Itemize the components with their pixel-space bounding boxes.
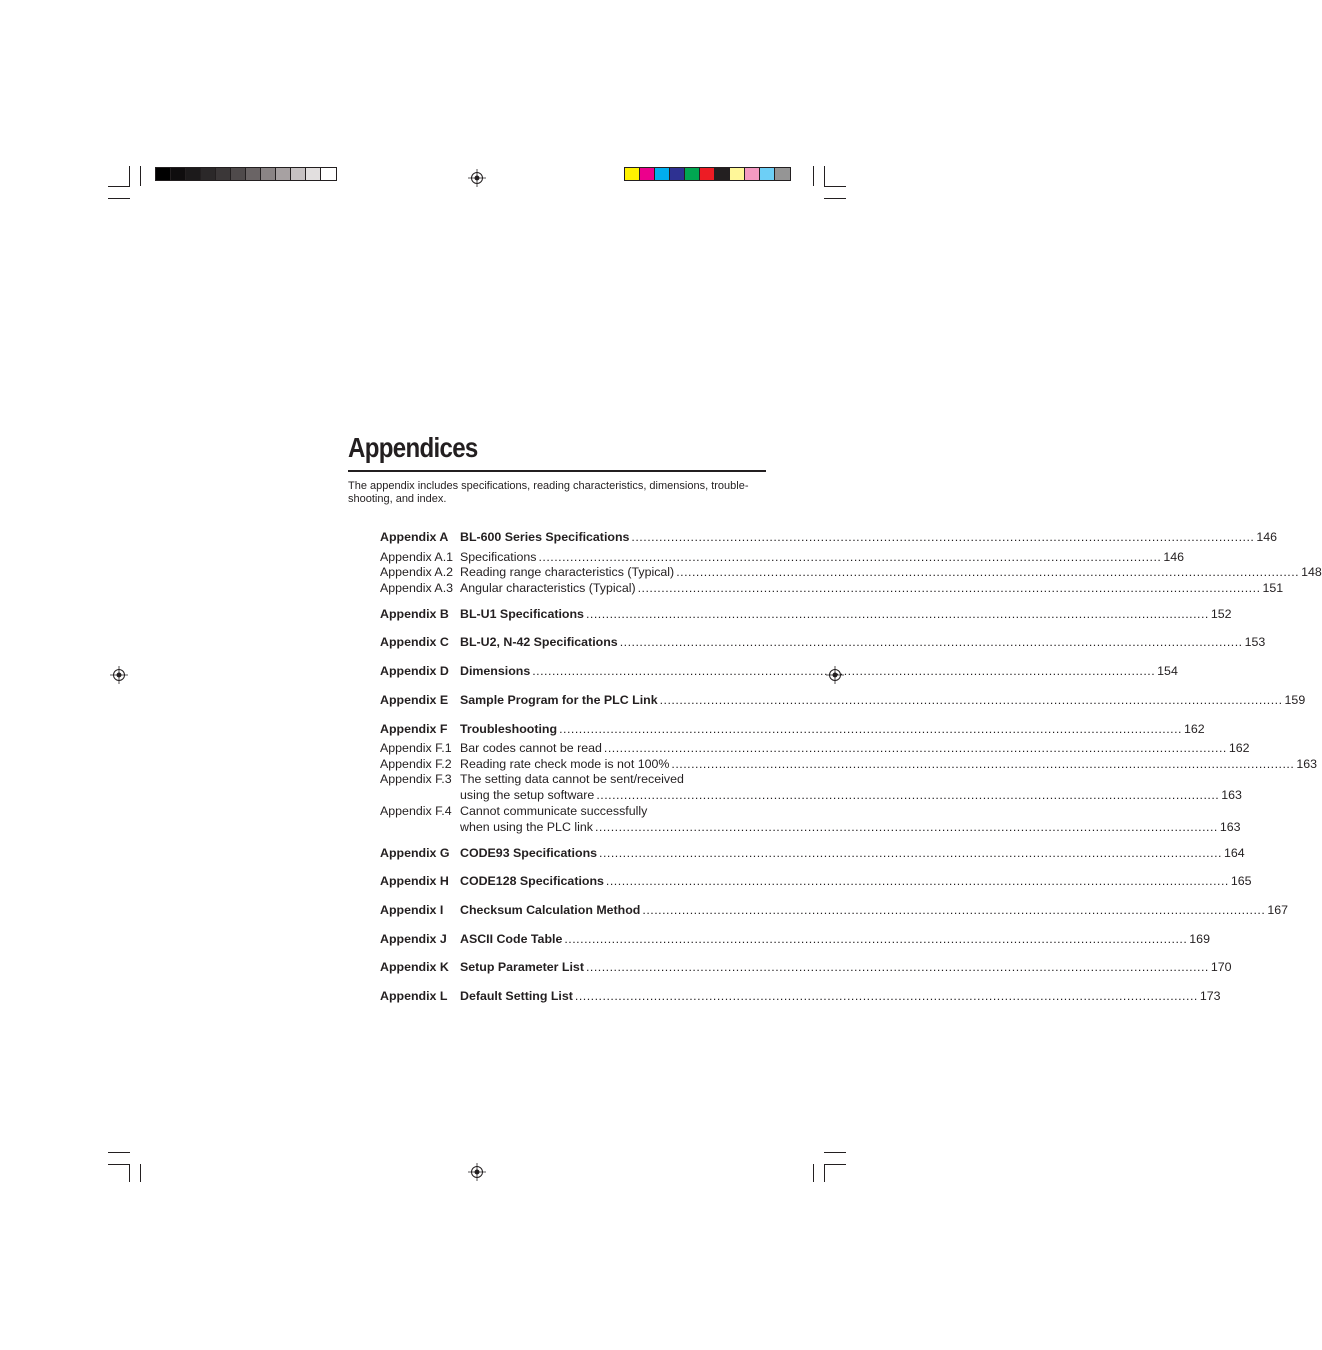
color-swatch bbox=[730, 168, 745, 180]
toc-page-number: 151 bbox=[1262, 581, 1284, 595]
toc-entry-continuation[interactable] bbox=[380, 787, 1242, 803]
toc-entry-label: Appendix A.3 bbox=[380, 581, 454, 595]
toc-page-number: 163 bbox=[1296, 757, 1317, 771]
registration-mark-icon bbox=[468, 1163, 486, 1181]
toc-entry-title: using the setup software bbox=[460, 788, 595, 802]
toc-entry[interactable] bbox=[380, 845, 1245, 861]
toc-entry[interactable] bbox=[380, 549, 1185, 565]
crop-mark bbox=[824, 1164, 825, 1182]
toc-leader-dots: .............................................................................................................................................................. bbox=[671, 757, 1295, 771]
toc-entry[interactable] bbox=[380, 663, 1178, 679]
toc-page-number: 146 bbox=[1256, 530, 1278, 544]
toc-entry-title: Cannot communicate successfully bbox=[460, 804, 648, 818]
toc-entry-label: Appendix F.2 bbox=[380, 757, 452, 771]
toc-entry-title: BL-U1 Specifications bbox=[460, 607, 584, 621]
toc-entry-label: Appendix L bbox=[380, 989, 448, 1003]
toc-entry[interactable] bbox=[380, 564, 1322, 580]
color-swatch bbox=[171, 168, 186, 180]
toc-page-number: 167 bbox=[1267, 903, 1288, 917]
toc-entry-title: Setup Parameter List bbox=[460, 960, 584, 974]
toc-entry[interactable] bbox=[380, 931, 1210, 947]
toc-leader-dots: .............................................................................................................................................................. bbox=[637, 581, 1261, 595]
toc-page-number: 170 bbox=[1210, 960, 1232, 974]
crop-mark bbox=[824, 1152, 846, 1153]
toc-entry[interactable] bbox=[380, 580, 1284, 596]
toc-entry[interactable] bbox=[380, 771, 766, 787]
crop-mark bbox=[108, 198, 130, 199]
toc-entry-title: Checksum Calculation Method bbox=[460, 903, 641, 917]
color-swatch bbox=[231, 168, 246, 180]
toc-leader-dots: .............................................................................................................................................................. bbox=[585, 607, 1209, 621]
title-rule bbox=[348, 470, 766, 472]
toc-entry[interactable] bbox=[380, 692, 1306, 708]
toc-entry-title: The setting data cannot be sent/received bbox=[460, 772, 684, 786]
toc-page-number: 153 bbox=[1244, 635, 1266, 649]
toc-page-number: 164 bbox=[1223, 846, 1245, 860]
color-swatch bbox=[291, 168, 306, 180]
toc-entry-label: Appendix I bbox=[380, 903, 444, 917]
crop-mark bbox=[813, 166, 814, 186]
toc-leader-dots: .............................................................................................................................................................. bbox=[605, 874, 1229, 888]
toc-entry-label: Appendix J bbox=[380, 932, 447, 946]
toc-leader-dots: .............................................................................................................................................................. bbox=[603, 741, 1227, 755]
toc-entry-label: Appendix K bbox=[380, 960, 449, 974]
crop-mark bbox=[824, 186, 846, 187]
toc-entry-title: Default Setting List bbox=[460, 989, 573, 1003]
toc-entry-label: Appendix E bbox=[380, 693, 449, 707]
crop-mark bbox=[813, 1164, 814, 1182]
toc-page-number: 169 bbox=[1189, 932, 1210, 946]
crop-mark bbox=[129, 1164, 130, 1182]
toc-page-number: 162 bbox=[1183, 722, 1205, 736]
toc-leader-dots: .............................................................................................................................................................. bbox=[538, 550, 1162, 564]
toc-entry-label: Appendix F.4 bbox=[380, 804, 452, 818]
toc-entry[interactable] bbox=[380, 959, 1232, 975]
color-swatch bbox=[261, 168, 276, 180]
toc-leader-dots: .............................................................................................................................................................. bbox=[631, 530, 1255, 544]
toc-entry-label: Appendix B bbox=[380, 607, 449, 621]
toc-page-number: 154 bbox=[1157, 664, 1178, 678]
color-swatch bbox=[246, 168, 261, 180]
color-swatch bbox=[625, 168, 640, 180]
crop-mark bbox=[108, 186, 130, 187]
toc-entry[interactable] bbox=[380, 721, 1205, 737]
toc-page-number: 165 bbox=[1230, 874, 1252, 888]
toc-leader-dots: .............................................................................................................................................................. bbox=[642, 903, 1266, 917]
toc-entry-title: CODE128 Specifications bbox=[460, 874, 604, 888]
color-swatch bbox=[201, 168, 216, 180]
toc-entry-label: Appendix F.1 bbox=[380, 741, 452, 755]
color-swatch bbox=[670, 168, 685, 180]
toc-entry-title: Troubleshooting bbox=[460, 722, 558, 736]
color-swatch bbox=[745, 168, 760, 180]
toc-entry-label: Appendix F.3 bbox=[380, 772, 452, 786]
toc-leader-dots: .............................................................................................................................................................. bbox=[619, 635, 1243, 649]
toc-entry-title: BL-600 Series Specifications bbox=[460, 530, 630, 544]
toc-entry[interactable] bbox=[380, 756, 1317, 772]
grayscale-color-bar bbox=[155, 167, 337, 181]
toc-leader-dots: .............................................................................................................................................................. bbox=[676, 565, 1300, 579]
toc-leader-dots: .............................................................................................................................................................. bbox=[599, 846, 1222, 860]
toc-page-number: 173 bbox=[1199, 989, 1221, 1003]
toc-entry-label: Appendix A.1 bbox=[380, 550, 454, 564]
color-swatch bbox=[276, 168, 291, 180]
toc-entry[interactable] bbox=[380, 529, 1278, 545]
toc-entry[interactable] bbox=[380, 803, 766, 819]
toc-entry-label: Appendix F bbox=[380, 722, 448, 736]
color-swatch bbox=[685, 168, 700, 180]
crop-mark bbox=[108, 1164, 130, 1165]
toc-entry-title: Dimensions bbox=[460, 664, 531, 678]
color-swatch bbox=[321, 168, 336, 180]
color-swatch bbox=[700, 168, 715, 180]
process-color-bar bbox=[624, 167, 791, 181]
crop-mark bbox=[824, 166, 825, 186]
crop-mark bbox=[129, 166, 130, 186]
page-title: Appendices bbox=[348, 432, 478, 463]
toc-entry-label: Appendix D bbox=[380, 664, 449, 678]
toc-entry[interactable] bbox=[380, 902, 1288, 918]
toc-entry[interactable] bbox=[380, 740, 1250, 756]
toc-page-number: 163 bbox=[1221, 788, 1242, 802]
color-swatch bbox=[775, 168, 790, 180]
toc-entry[interactable] bbox=[380, 988, 1221, 1004]
crop-mark bbox=[140, 166, 141, 186]
crop-mark bbox=[140, 1164, 141, 1182]
toc-entry-title: Reading range characteristics (Typical) bbox=[460, 565, 675, 579]
color-swatch bbox=[655, 168, 670, 180]
toc-leader-dots: .............................................................................................................................................................. bbox=[659, 693, 1283, 707]
color-swatch bbox=[640, 168, 655, 180]
color-swatch bbox=[216, 168, 231, 180]
color-swatch bbox=[715, 168, 730, 180]
toc-entry-title: ASCII Code Table bbox=[460, 932, 563, 946]
color-swatch bbox=[186, 168, 201, 180]
toc-leader-dots: .............................................................................................................................................................. bbox=[574, 989, 1198, 1003]
toc-page-number: 162 bbox=[1228, 741, 1250, 755]
toc-entry-title: Sample Program for the PLC Link bbox=[460, 693, 658, 707]
crop-mark bbox=[108, 1152, 130, 1153]
toc-entry-title: BL-U2, N-42 Specifications bbox=[460, 635, 618, 649]
toc-page-number: 146 bbox=[1163, 550, 1185, 564]
toc-page-number: 159 bbox=[1284, 693, 1306, 707]
toc-entry-label: Appendix A.2 bbox=[380, 565, 454, 579]
toc-entry-label: Appendix A bbox=[380, 530, 449, 544]
color-swatch bbox=[306, 168, 321, 180]
toc-entry-title: Reading rate check mode is not 100% bbox=[460, 757, 670, 771]
color-swatch bbox=[760, 168, 775, 180]
registration-mark-icon bbox=[110, 666, 128, 684]
intro-text: The appendix includes specifications, reading characteristics, dimensions, trouble-shooting, and index. bbox=[348, 480, 749, 505]
toc-leader-dots: .............................................................................................................................................................. bbox=[532, 664, 1156, 678]
toc-entry-title: CODE93 Specifications bbox=[460, 846, 598, 860]
toc-entry-continuation[interactable] bbox=[380, 819, 1241, 835]
toc-page-number: 148 bbox=[1301, 565, 1322, 579]
toc-entry-title: Bar codes cannot be read bbox=[460, 741, 602, 755]
registration-mark-icon bbox=[468, 169, 486, 187]
toc-leader-dots: .............................................................................................................................................................. bbox=[594, 820, 1218, 834]
crop-mark bbox=[824, 198, 846, 199]
toc-entry-title: Angular characteristics (Typical) bbox=[460, 581, 636, 595]
toc-entry[interactable] bbox=[380, 634, 1266, 650]
toc-leader-dots: .............................................................................................................................................................. bbox=[585, 960, 1209, 974]
crop-mark bbox=[824, 1164, 846, 1165]
toc-entry-label: Appendix C bbox=[380, 635, 449, 649]
toc-leader-dots: .............................................................................................................................................................. bbox=[596, 788, 1220, 802]
color-swatch bbox=[156, 168, 171, 180]
toc-page-number: 152 bbox=[1210, 607, 1232, 621]
toc-page-number: 163 bbox=[1219, 820, 1241, 834]
toc-entry[interactable] bbox=[380, 606, 1232, 622]
toc-entry-label: Appendix G bbox=[380, 846, 450, 860]
toc-leader-dots: .............................................................................................................................................................. bbox=[564, 932, 1188, 946]
toc-entry[interactable] bbox=[380, 873, 1252, 889]
toc-entry-title: when using the PLC link bbox=[460, 820, 593, 834]
toc-entry-title: Specifications bbox=[460, 550, 537, 564]
toc-entry-label: Appendix H bbox=[380, 874, 449, 888]
toc-leader-dots: .............................................................................................................................................................. bbox=[559, 722, 1182, 736]
